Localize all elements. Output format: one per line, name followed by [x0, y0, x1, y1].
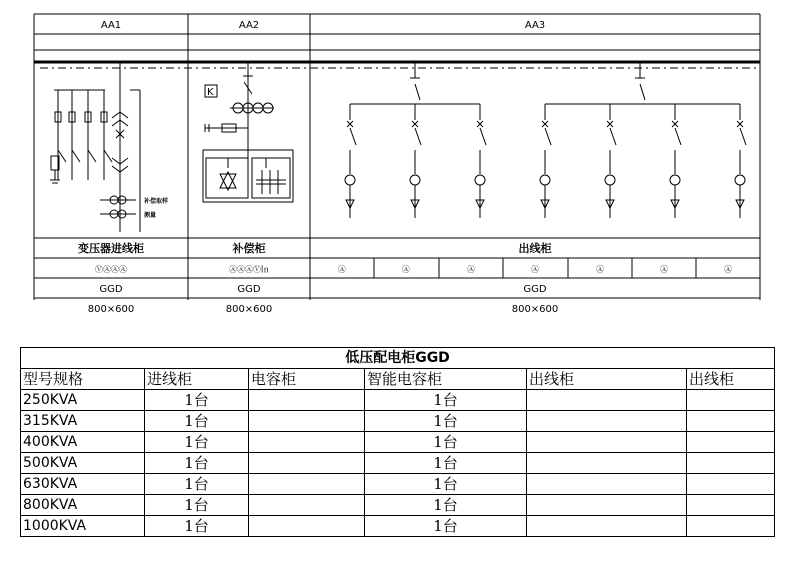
sampling-label: 补偿取样 — [144, 198, 169, 205]
cell-incoming: 1台 — [145, 390, 249, 411]
table-row — [21, 432, 775, 453]
aa2-compensation-circuit — [203, 62, 293, 202]
header-capacitor: 电容柜 — [249, 369, 365, 390]
cell-model: 500KVA — [21, 453, 145, 474]
feeder-branch — [540, 104, 551, 218]
cabinet-name-aa2: 补偿柜 — [232, 242, 266, 255]
cell-smart-capacitor: 1台 — [365, 516, 527, 537]
table-title: 低压配电柜GGD — [21, 348, 775, 369]
cell-incoming: 1台 — [145, 495, 249, 516]
meter-symbols-aa2: ⒶⒶⒶⓋ㏑ — [229, 265, 269, 274]
aa1-incoming-circuit — [50, 62, 140, 232]
cell-outgoing1 — [527, 390, 687, 411]
table-row — [21, 411, 775, 432]
header-smart-capacitor: 智能电容柜 — [365, 369, 527, 390]
cell-outgoing2 — [687, 411, 775, 432]
cell-capacitor — [249, 390, 365, 411]
feeder-branch — [410, 104, 421, 218]
cell-outgoing1 — [527, 432, 687, 453]
header-outgoing-1: 出线柜 — [527, 369, 687, 390]
cell-outgoing2 — [687, 474, 775, 495]
meter-symbol-aa3-4: Ⓐ — [531, 265, 539, 274]
cell-outgoing2 — [687, 495, 775, 516]
cabinet-name-aa1: 变压器进线柜 — [78, 242, 144, 255]
spec-table — [20, 347, 775, 537]
table-row — [21, 390, 775, 411]
cabinet-code-aa1: AA1 — [100, 20, 122, 31]
k-label: K — [207, 87, 214, 98]
cell-outgoing1 — [527, 516, 687, 537]
cell-smart-capacitor: 1台 — [365, 432, 527, 453]
feeder-branch — [735, 104, 746, 218]
cell-model: 400KVA — [21, 432, 145, 453]
measure-label: 测量 — [144, 212, 157, 219]
cabinet-code-aa2: AA2 — [238, 20, 260, 31]
meter-symbol-aa3-2: Ⓐ — [402, 265, 410, 274]
cell-capacitor — [249, 474, 365, 495]
cell-outgoing1 — [527, 474, 687, 495]
cell-outgoing2 — [687, 390, 775, 411]
feeder-branch — [605, 104, 616, 218]
cell-capacitor — [249, 432, 365, 453]
table-row — [21, 474, 775, 495]
cell-capacitor — [249, 411, 365, 432]
model-aa2: GGD — [237, 284, 261, 295]
meter-symbol-aa3-5: Ⓐ — [596, 265, 604, 274]
cell-capacitor — [249, 516, 365, 537]
table-header-row — [21, 369, 775, 390]
table-row — [21, 516, 775, 537]
cell-smart-capacitor: 1台 — [365, 474, 527, 495]
cell-model: 1000KVA — [21, 516, 145, 537]
cell-incoming: 1台 — [145, 432, 249, 453]
cell-model: 250KVA — [21, 390, 145, 411]
feeder-branch — [670, 104, 681, 218]
aa3-outgoing-feeders — [345, 62, 746, 218]
cabinet-name-aa3: 出线柜 — [518, 242, 552, 255]
cell-incoming: 1台 — [145, 411, 249, 432]
cell-smart-capacitor: 1台 — [365, 411, 527, 432]
meter-symbol-aa3-3: Ⓐ — [467, 265, 475, 274]
meter-symbol-aa3-6: Ⓐ — [660, 265, 668, 274]
model-aa3: GGD — [523, 284, 547, 295]
cell-capacitor — [249, 453, 365, 474]
meter-symbol-aa3-7: Ⓐ — [724, 265, 732, 274]
cell-model: 800KVA — [21, 495, 145, 516]
diagram-frame — [34, 14, 760, 300]
cell-capacitor — [249, 495, 365, 516]
cell-incoming: 1台 — [145, 453, 249, 474]
size-aa2: 800×600 — [225, 304, 273, 315]
cell-incoming: 1台 — [145, 474, 249, 495]
cell-model: 315KVA — [21, 411, 145, 432]
cell-model: 630KVA — [21, 474, 145, 495]
cell-outgoing1 — [527, 495, 687, 516]
cell-outgoing2 — [687, 432, 775, 453]
feeder-branch — [475, 104, 486, 218]
cell-smart-capacitor: 1台 — [365, 495, 527, 516]
cabinet-code-aa3: AA3 — [524, 20, 546, 31]
meter-symbol-aa3-1: Ⓐ — [338, 265, 346, 274]
table-row — [21, 453, 775, 474]
model-aa1: GGD — [99, 284, 123, 295]
cell-smart-capacitor: 1台 — [365, 453, 527, 474]
size-aa3: 800×600 — [511, 304, 559, 315]
cell-outgoing1 — [527, 411, 687, 432]
cell-smart-capacitor: 1台 — [365, 390, 527, 411]
cell-incoming: 1台 — [145, 516, 249, 537]
cell-outgoing2 — [687, 516, 775, 537]
cell-outgoing2 — [687, 453, 775, 474]
cell-outgoing1 — [527, 453, 687, 474]
table-row — [21, 495, 775, 516]
meter-symbols-aa1: ⓋⒶⒶⒶ — [95, 265, 127, 274]
header-incoming: 进线柜 — [145, 369, 249, 390]
header-outgoing-2: 出线柜 — [687, 369, 775, 390]
header-model: 型号规格 — [21, 369, 145, 390]
size-aa1: 800×600 — [87, 304, 135, 315]
feeder-branch — [345, 104, 356, 218]
